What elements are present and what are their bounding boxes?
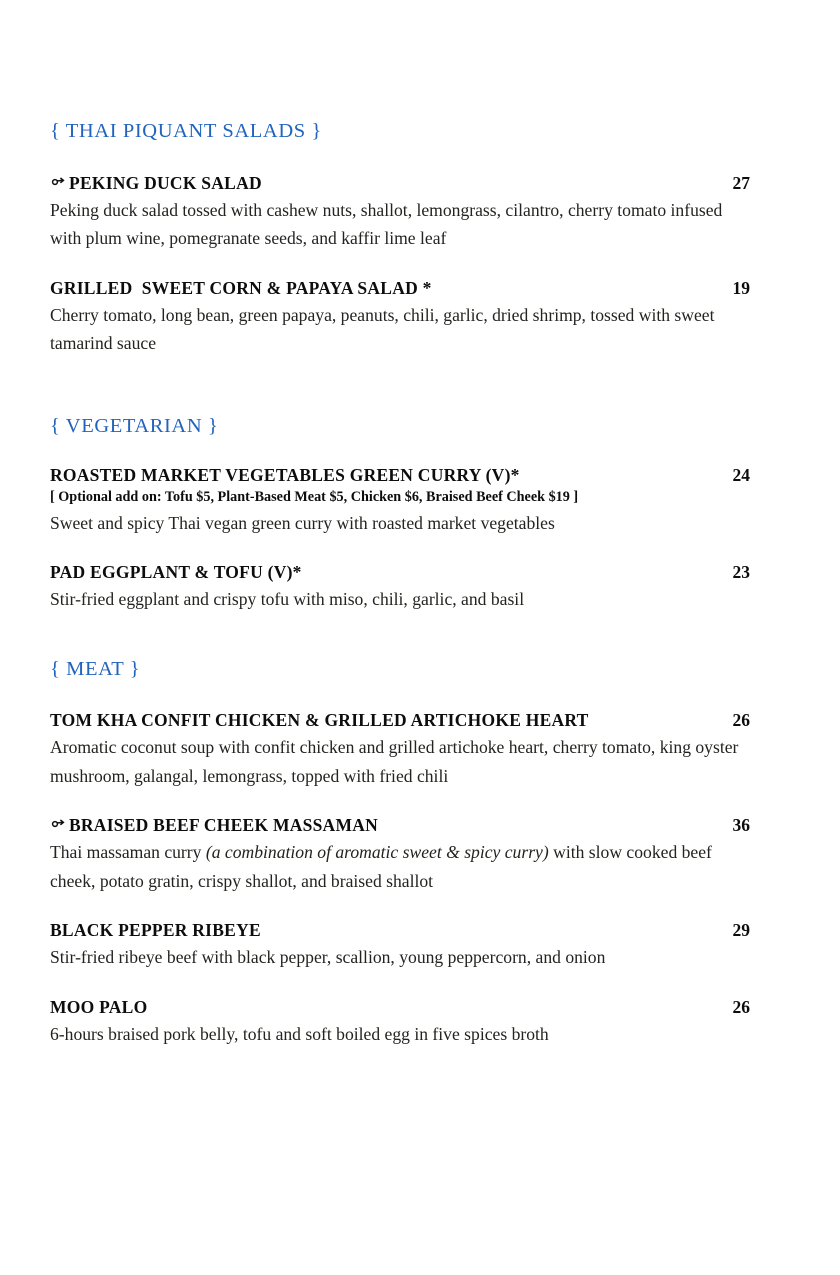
- menu-content: [50, 120, 750, 1048]
- menu-item-addon-options: [ Optional add on: Tofu $5, Plant-Based Meat $5, Chicken $6, Braised Beef Cheek $19 ]: [50, 489, 579, 506]
- description-text: Thai massaman curry: [50, 842, 206, 863]
- menu-item-name: BRAISED BEEF CHEEK MASSAMAN: [69, 815, 378, 836]
- spacer: [50, 437, 750, 465]
- menu-item-name: GRILLED SWEET CORN & PAPAYA SALAD *: [50, 277, 432, 298]
- menu-item-header: [50, 173, 750, 194]
- description-text: Cherry tomato, long bean, green papaya, peanuts, chili, garlic, dried shrimp, tossed with sweet tamarind sauce: [50, 304, 715, 354]
- menu-section-vegetarian: [50, 415, 750, 614]
- menu-item[interactable]: [50, 815, 750, 895]
- menu-item-name: ROASTED MARKET VEGETABLES GREEN CURRY (V)*: [50, 465, 520, 486]
- chili-pepper-icon: [50, 817, 69, 830]
- description-text: Sweet and spicy Thai vegan green curry with roasted market vegetables: [50, 512, 555, 533]
- description-text: Stir-fried ribeye beef with black pepper, scallion, young peppercorn, and onion: [50, 947, 606, 968]
- menu-item-price: 19: [732, 277, 750, 298]
- menu-item[interactable]: [50, 562, 750, 614]
- menu-item-header: [50, 562, 750, 583]
- spacer: [50, 358, 750, 415]
- chili-pepper-icon: [50, 175, 69, 188]
- menu-section-thai-piquant-salads: [50, 120, 750, 358]
- description-text: with slow cooked beef cheek, potato gratin, crispy shallot, and braised shallot: [50, 842, 712, 891]
- menu-item-description: [50, 838, 750, 895]
- spacer: [50, 680, 750, 710]
- menu-item-description: [50, 509, 750, 538]
- menu-item-price: 36: [732, 815, 750, 836]
- menu-item-header: [50, 815, 750, 836]
- section-header-vegetarian: { VEGETARIAN }: [50, 414, 219, 437]
- menu-item-price: 26: [732, 996, 750, 1017]
- description-text: Peking duck salad tossed with cashew nuts, shallot, lemongrass, cilantro, cherry tomato infused with plum wine, pomegranate seeds, and kaffir lime leaf: [50, 199, 723, 249]
- menu-item-name: TOM KHA CONFIT CHICKEN & GRILLED ARTICHOKE HEART: [50, 710, 589, 731]
- menu-item-description: [50, 301, 750, 358]
- menu-item-price: 29: [732, 920, 750, 941]
- menu-item[interactable]: [50, 920, 750, 972]
- menu-item-price: 27: [732, 172, 750, 193]
- menu-item-description: [50, 1020, 750, 1049]
- menu-item-name: PAD EGGPLANT & TOFU (V)*: [50, 562, 302, 583]
- description-text: 6-hours braised pork belly, tofu and soft boiled egg in five spices broth: [50, 1023, 549, 1044]
- spacer: [50, 143, 750, 173]
- menu-item-header: [50, 997, 750, 1018]
- menu-section-meat: [50, 658, 750, 1049]
- section-header-thai-piquant-salads: { THAI PIQUANT SALADS }: [50, 120, 322, 142]
- menu-item-price: 23: [732, 562, 750, 583]
- menu-item-description: [50, 585, 750, 614]
- menu-item-header: [50, 465, 750, 486]
- menu-item-name: PEKING DUCK SALAD: [69, 172, 262, 193]
- description-text: Aromatic coconut soup with confit chicken and grilled artichoke heart, cherry tomato, king oyster mushroom, galangal, lemongrass, topped with fried chili: [50, 737, 739, 786]
- menu-item-price: 24: [732, 465, 750, 486]
- menu-item[interactable]: [50, 278, 750, 358]
- menu-item[interactable]: [50, 465, 750, 537]
- menu-item-header: [50, 710, 750, 731]
- menu-item-description: [50, 196, 750, 253]
- menu-item[interactable]: [50, 710, 750, 790]
- section-header-meat: { MEAT }: [50, 657, 141, 680]
- menu-item-header: [50, 920, 750, 941]
- menu-item-description: [50, 733, 750, 790]
- description-text: Stir-fried eggplant and crispy tofu with miso, chili, garlic, and basil: [50, 589, 525, 610]
- menu-item-description: [50, 943, 750, 972]
- menu-item-name: BLACK PEPPER RIBEYE: [50, 920, 261, 941]
- menu-item[interactable]: [50, 173, 750, 253]
- spacer: [50, 614, 750, 658]
- menu-item-name: MOO PALO: [50, 996, 148, 1017]
- menu-item[interactable]: [50, 997, 750, 1049]
- menu-item-header: [50, 278, 750, 299]
- menu-item-price: 26: [732, 710, 750, 731]
- description-emphasis: (a combination of aromatic sweet & spicy curry): [205, 842, 549, 863]
